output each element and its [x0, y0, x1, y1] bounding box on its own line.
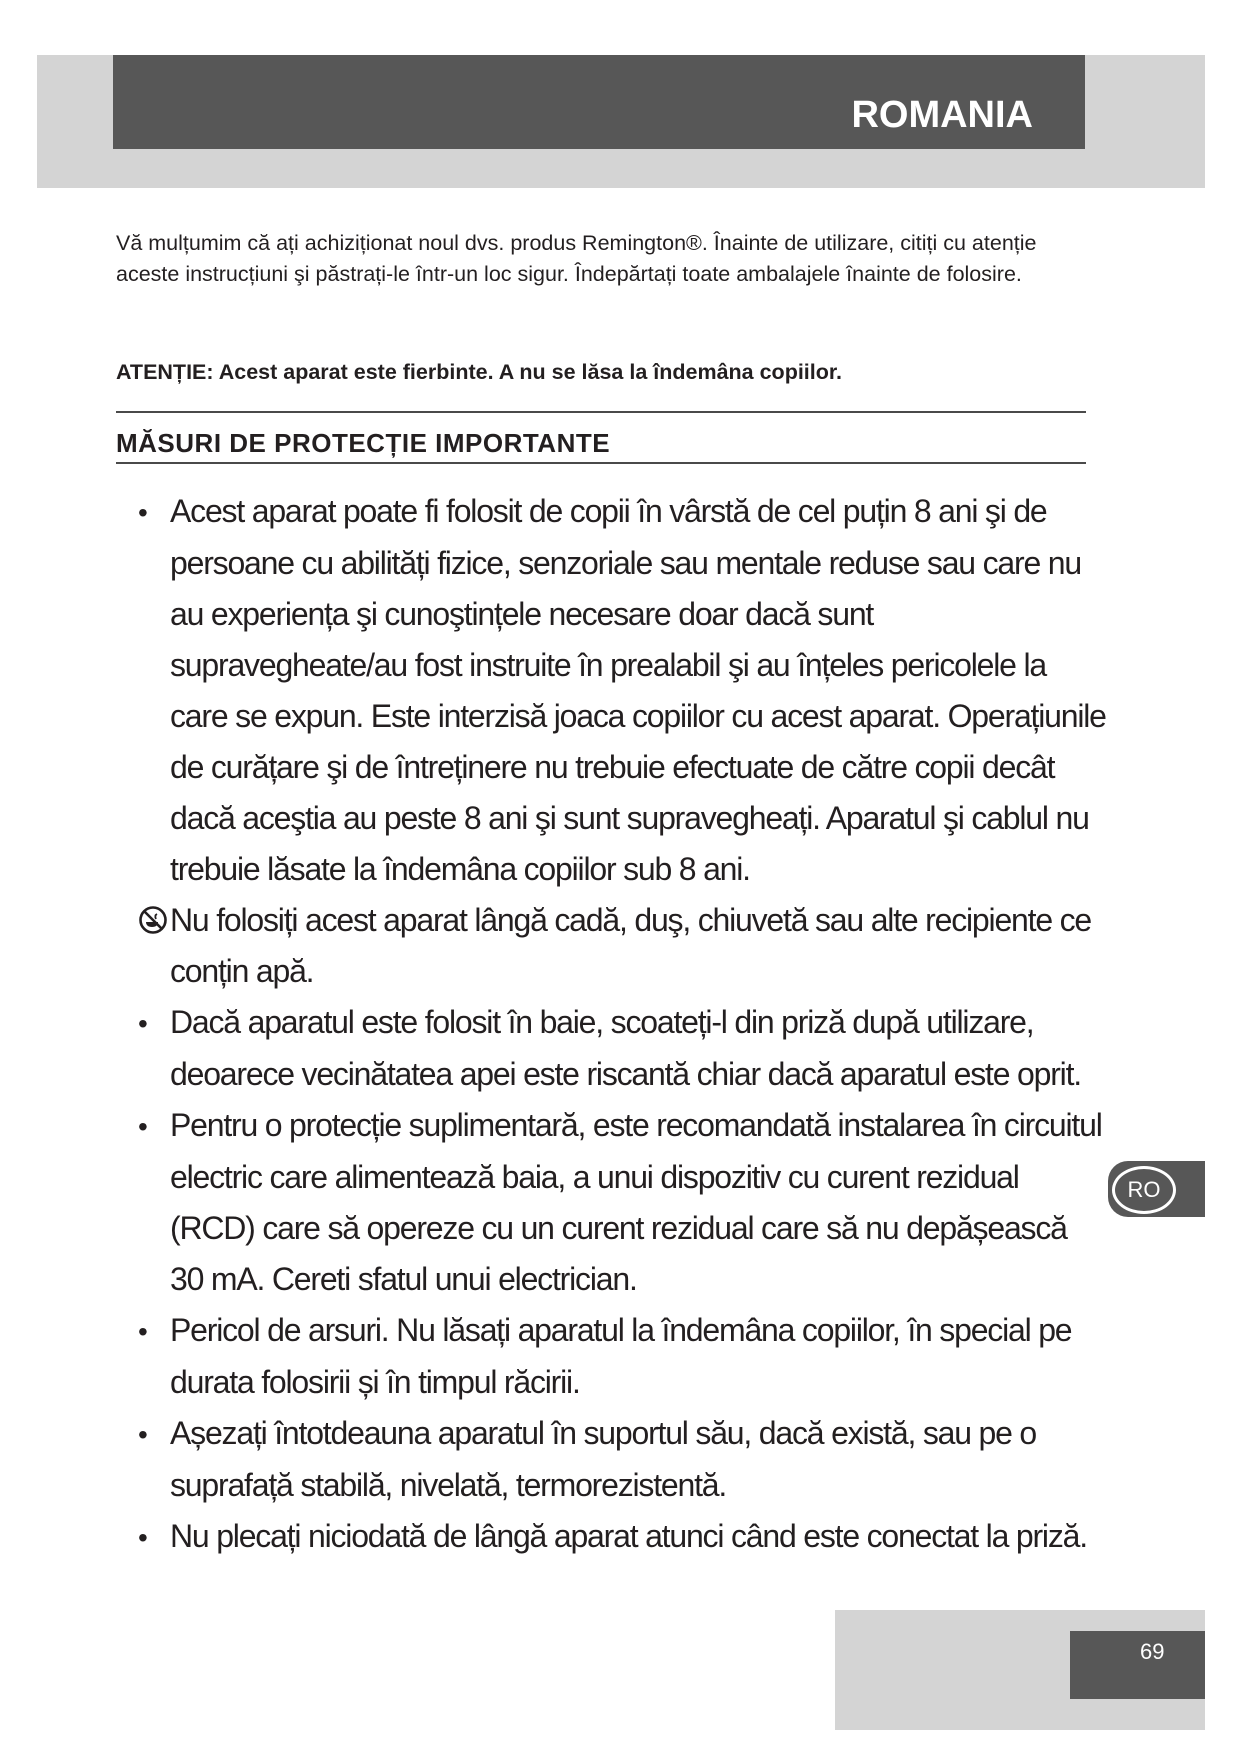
section-rule-bottom: [116, 462, 1086, 464]
section-rule-top: [116, 411, 1086, 413]
list-item: [116, 1305, 1106, 1408]
list-item: [116, 895, 1106, 997]
list-item-text: Dacă aparatul este folosit în baie, scoateți-l din priză după utilizare, deoarece vecinătatea apei este riscantă chiar dacă aparatul este oprit.: [170, 1004, 1081, 1092]
list-item: [116, 1511, 1106, 1563]
bullet-dot: •: [138, 1111, 147, 1142]
language-badge: RO: [1112, 1166, 1176, 1214]
bullet-dot: •: [138, 1316, 147, 1347]
list-item: [116, 486, 1106, 895]
list-item-text: Nu plecați niciodată de lângă aparat atunci când este conectat la priză.: [170, 1518, 1087, 1554]
list-item-text: Așezați întotdeauna aparatul în suportul său, dacă există, sau pe o suprafață stabilă, nivelată, termorezistentă.: [170, 1415, 1037, 1503]
bullet-dot: •: [138, 1522, 147, 1553]
page-title: ROMANIA: [113, 55, 1085, 149]
list-item-text: Pericol de arsuri. Nu lăsați aparatul la îndemâna copiilor, în special pe durata folosirii și în timpul răcirii.: [170, 1312, 1072, 1400]
list-item-text: Acest aparat poate fi folosit de copii în vârstă de cel puțin 8 ani şi de persoane cu abilități fizice, senzoriale sau mentale reduse sau care nu au experiența şi cunoştințele necesare doar dacă sunt supravegheate/au fost instruite în prealabil şi au înțeles pericolele la care se expun. Este interzisă joaca copiilor cu acest aparat. Operațiunile de curățare şi de întreținere nu trebuie efectuate de către copii decât dacă aceştia au peste 8 ani şi sunt supravegheați. Aparatul şi cablul nu trebuie lăsate la îndemâna copiilor sub 8 ani.: [170, 493, 1106, 887]
list-item: [116, 997, 1106, 1100]
list-item: [116, 1408, 1106, 1511]
page-number: 69: [1070, 1631, 1205, 1699]
no-water-icon: [138, 899, 168, 929]
intro-paragraph: Vă mulțumim că ați achiziționat noul dvs. produs Remington®. Înainte de utilizare, citiți cu atenție aceste instrucțiuni şi păstrați-le într-un loc sigur. Îndepărtați toate ambalajele înainte de folosire.: [116, 231, 1037, 286]
section-title: MĂSURI DE PROTECȚIE IMPORTANTE: [116, 428, 611, 458]
list-item: [116, 1100, 1106, 1305]
warning-text: ATENȚIE: Acest aparat este fierbinte. A nu se lăsa la îndemâna copiilor.: [116, 360, 843, 384]
list-item-text: Nu folosiți acest aparat lângă cadă, duş, chiuvetă sau alte recipiente ce conțin apă.: [170, 902, 1092, 989]
list-item-text: Pentru o protecție suplimentară, este recomandată instalarea în circuitul electric care alimentează baia, a unui dispozitiv cu curent rezidual (RCD) care să opereze cu un curent rezidual care să nu depășească 30 mA. Cereti sfatul unui electrician.: [170, 1107, 1102, 1297]
bullet-dot: •: [138, 1419, 147, 1450]
safety-list: [116, 486, 1106, 1563]
bullet-dot: •: [138, 1008, 147, 1039]
bullet-dot: •: [138, 497, 147, 528]
